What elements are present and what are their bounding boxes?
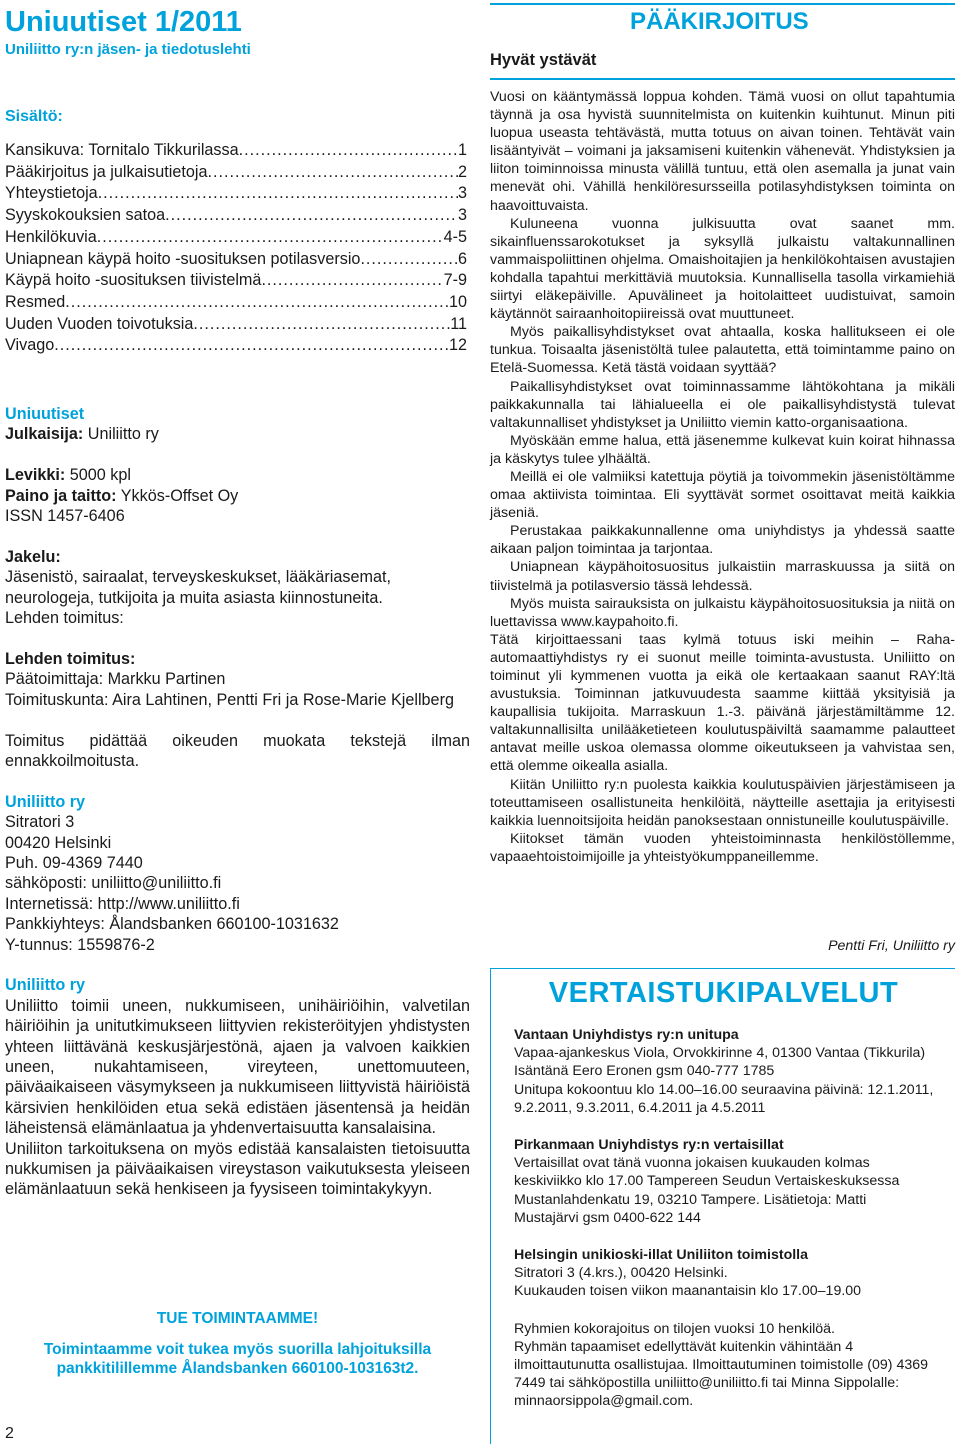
toc-entry: Pääkirjoitus ja julkaisutietoja ..... 2: [5, 162, 467, 184]
page-number: 2: [5, 1425, 14, 1442]
publisher-line: Julkaisija: Uniliitto ry: [5, 425, 159, 444]
contact-email: sähköposti: uniliitto@uniliitto.fi: [5, 874, 222, 893]
helsinki-address: Sitratori 3 (4.krs.), 00420 Helsinki.: [514, 1265, 728, 1282]
circulation-line: Levikki: 5000 kpl: [5, 466, 131, 485]
issn: ISSN 1457-6406: [5, 507, 125, 526]
contact-ytunnus: Y-tunnus: 1559876-2: [5, 935, 155, 954]
toc-entry: Syyskokouksien satoa ..... 3: [5, 205, 467, 227]
toc-entry: Henkilökuvia ..... 4-5: [5, 227, 467, 249]
editorial-greeting: Hyvät ystävät: [490, 51, 597, 69]
rights-note: Toimitus pidättää oikeuden muokata tekstejä ilman ennakkoilmoitusta.: [5, 731, 470, 770]
toc-entry: Kansikuva: Tornitalo Tikkurilassa ..... 1: [5, 140, 467, 162]
registration-note: Ryhmän tapaamiset edellyttävät kuitenkin vähintään 4 ilmoittautunutta osallistujaa. Ilmoittautuminen toimistolle (09) 4369 7449 tai sähköpostilla uniliitto@uniliitto.fi tai Minna Sippolalle: minnaorsippola@gmail.com.: [514, 1338, 929, 1410]
toc-entry: Käypä hoito -suosituksen tiivistelmä ..... 7-9: [5, 270, 467, 292]
contact-phone: Puh. 09-4369 7440: [5, 853, 143, 872]
contact-city: 00420 Helsinki: [5, 833, 112, 852]
print-line: Paino ja taitto: Ykkös-Offset Oy: [5, 486, 239, 505]
pirkanmaa-title: Pirkanmaan Uniyhdistys ry:n vertaisillat: [514, 1137, 784, 1154]
newsletter-title: Uniuutiset 1/2011: [5, 6, 242, 38]
table-of-contents: [5, 140, 467, 357]
editor-in-chief: Päätoimittaja: Markku Partinen: [5, 670, 226, 689]
colophon: [5, 404, 470, 1200]
editorial-paragraph: Uniapnean käypähoitosuositus julkaistiin marraskuussa ja siitä on tiivistelmä ja potilasversio tässä lehdessä.: [490, 559, 955, 594]
contact-street: Sitratori 3: [5, 813, 75, 832]
helsinki-schedule: Kuukauden toisen viikon maanantaisin klo 17.00–19.00: [514, 1283, 862, 1300]
editorial-paragraph: Perustakaa paikkakunnallenne oma uniyhdistys ja yhdessä saatte aikaan paljon toimintaa ja tarjontaa.: [490, 523, 955, 558]
editorial-paragraph: Kiitän Uniliitto ry:n puolesta kaikkia koulutuspäivien järjestämiseen ja toteuttamiseen osallistuneita henkilöitä, näytteille asettajia ja erityisesti kaikkia luennoitsijoita heidän panoksestaan onnistuneille koulutuspäiville.: [490, 776, 955, 829]
distribution-text: Jäsenistö, sairaalat, terveyskeskukset, lääkäriasemat, neurologeja, tutkijoita ja muita asiasta kiinnostuneita.: [5, 568, 391, 607]
colophon-uniuutiset: Uniuutiset: [5, 405, 85, 423]
vantaa-title: Vantaan Uniyhdistys ry:n unitupa: [514, 1027, 739, 1043]
about-heading: Uniliitto ry: [5, 976, 86, 995]
editorial-paragraph: Vuosi on kääntymässä loppua kohden. Tämä vuosi on ollut tapahtumia täynnä ja osa hyvistä suunnitelmista on kuitenkin kuihtunut. Minun piti luopua useasta tehtävästä, mutta totuus on aivan toinen. Tehtävät vain lisääntyivät – voimani ja jaksamiseni kuitenkin vähenevät. Yhdistyksien ja liiton toiminnoissa minusta välillä tuntuu, että olen asemalla ja junat vain menevät ohi. Vähillä henkilöresursseilla potilasyhdistyksen toiminta on haavoittuvaista.: [490, 89, 955, 214]
editorial-body: [490, 88, 955, 866]
editorial-paragraph: Myös muista sairauksista on julkaistu käypähoitosuosituksia ja niitä on luettavissa www.kaypahoito.fi.: [490, 595, 955, 630]
about-paragraph: Uniliiton tarkoituksena on myös edistää kansalaisten tietoisuutta nukkumisen ja päiväaikaisen vireystason vaikutuksesta yleiseen elämänlaatuun sekä henkiseen ja fyysiseen toimintakykyyn.: [5, 1139, 470, 1199]
group-size-note: Ryhmien kokorajoitus on tilojen vuoksi 10 henkilöä.: [514, 1320, 835, 1337]
support-text: Toimintaamme voit tukea myös suorilla lahjoituksilla pankkitilillemme Ålandsbanken 660100-103163t2.: [43, 1341, 432, 1377]
distribution-label: Jakelu:: [5, 547, 61, 566]
editorial-signature: Pentti Fri, Uniliitto ry: [828, 938, 955, 954]
toc-entry: Vivago ..... 12: [5, 335, 467, 357]
toc-entry: Resmed ..... 10: [5, 292, 467, 314]
editorial-paragraph: Myös paikallisyhdistykset ovat ahtaalla, koska hallitukseen ei ole tunkua. Toisaalta jäsenistöltä tulee palautetta, että toimintamme paino on Etelä-Suomessa. Ketä tästä voidaan syyttää?: [490, 324, 955, 377]
about-paragraph: Uniliitto toimii uneen, nukkumiseen, unihäiriöihin, valvetilan häiriöihin ja unitutkimukseen liittyvien rekisteröityjen yhdistysten yhteen liittävänä keskusjärjestönä, ajaen ja valvoen kaikkien uneen, nukahtamiseen, vireyteen, unettomuuteen, päiväaikaiseen väsymykseen ja nukkumiseen liittyvistä häiriöistä kärsivien henkilöiden etua sekä edistäen jäsentensä ja heidän läheistensä elämänlaatua ja yhdenvertaisuutta kansalaisina.: [5, 996, 470, 1138]
vantaa-dates: Unitupa kokoontuu klo 14.00–16.00 seuraavina päivinä: 12.1.2011, 9.2.2011, 9.3.2011, 6.4.2011 ja 4.5.2011: [514, 1081, 934, 1116]
contact-org: Uniliitto ry: [5, 792, 86, 811]
toc-entry: Uuden Vuoden toivotuksia ..... 11: [5, 314, 467, 336]
support-heading: TUE TOIMINTAAMME!: [156, 1310, 319, 1327]
editorial-heading: PÄÄKIRJOITUS: [630, 8, 809, 35]
editorial-divider: [490, 78, 955, 80]
editorial-paragraph: Tätä kirjoittaessani taas kylmä totuus iski meihin – Raha-automaattiyhdistys ry ei suonut meille toiminta-avustusta. Uniliitto on toiminut yli kymmenen vuotta ja eikä ole kertaakaan saanut RAY:ltä avustuksia. Toiminnan jatkuvuudesta saamme kiittää yksityisiä ja kaupallisia tukijoita. Marraskuun 1.-3. päivänä järjestämiltämme 12. valtakunnallisilta unilääketieteen koulutuspäiviltä saamamme palautteet antavat meille uskoa olemassa olomme oikeutukseen ja vahvistaa sen, että olemme oikealla asialla.: [490, 631, 955, 775]
toc-entry: Yhteystietoja ..... 3: [5, 183, 467, 205]
toc-heading: Sisältö:: [5, 108, 63, 125]
helsinki-title: Helsingin unikioski-illat Uniliiton toimistolla: [514, 1247, 809, 1264]
top-divider: [490, 3, 955, 5]
peer-support-heading: VERTAISTUKIPALVELUT: [548, 977, 899, 1009]
editorial-board: Toimituskunta: Aira Lahtinen, Pentti Fri ja Rose-Marie Kjellberg: [5, 690, 454, 709]
editorial-paragraph: Meillä ei ole valmiiksi katettuja pöytiä ja toivommekin jäsenistöltämme omaa aktiivista toimintaa. Eli syyttävät sormet osoittavat meitä kaikkia jäseniä.: [490, 468, 955, 522]
newsletter-subtitle: Uniliitto ry:n jäsen- ja tiedotuslehti: [5, 41, 251, 58]
contact-bank: Pankkiyhteys: Ålandsbanken 660100-1031632: [5, 915, 339, 934]
contact-web: Internetissä: http://www.uniliitto.fi: [5, 894, 240, 913]
editorial-paragraph: Paikallisyhdistykset ovat toiminnassamme lähtökohtana ja mikäli paikkakunnalla tai lähialueella ei ole paikallisyhdistystä tulevat valtakunnalliset yhdistykset ja Uniliitto viemin katto-organisaationa.: [490, 378, 955, 431]
peer-support-box: [490, 968, 955, 1444]
editorial-paragraph: Kuluneena vuonna julkisuutta ovat saanet mm. sikainfluenssarokotukset ja syksyllä julkaistu valtakunnallinen vammaispoliittinen ohjelma. Omaishoitajien ja henkilökohtaisen avustajien kohdalla tapahtui merkittäviä muutoksia. Kunnallisella tasolla virkamiehiä siirtyi eläkepäiville. Apuvälineet ja hoitolaitteet uudistuivat, samoin käytännöt sairaanhoitopiireissä ovat muuttuneet.: [490, 215, 955, 323]
pirkanmaa-text: Vertaisillat ovat tänä vuonna jokaisen kuukauden kolmas keskiviikko klo 17.00 Tampereen Seudun Vertaiskeskuksessa Mustanlahdenkatu 19, 03210 Tampere. Lisätietoja: Matti Mustajärvi gsm 0400-622 144: [514, 1155, 900, 1226]
toc-entry: Uniapnean käypä hoito -suosituksen potilasversio ..... 6: [5, 249, 467, 271]
editorial-label: Lehden toimitus:: [5, 649, 136, 668]
editorial-paragraph: Kiitokset tämän vuoden yhteistoiminnasta henkilöstöllemme, vapaaehtoistoimijoille ja yhteistyökumppaneillemme.: [490, 830, 955, 865]
vantaa-location: Vapaa-ajankeskus Viola, Orvokkirinne 4, 01300 Vantaa (Tikkurila): [514, 1045, 926, 1062]
peer-support-body: [514, 1026, 934, 1411]
editorial-paragraph: Myöskään emme halua, että jäsenemme kulkevat kuin koirat hihnassa ja käskytys tulee ylhäältä.: [490, 432, 955, 467]
editorial-plain: Lehden toimitus:: [5, 609, 124, 628]
vantaa-host: Isäntänä Eero Eronen gsm 040-777 1785: [514, 1063, 775, 1080]
